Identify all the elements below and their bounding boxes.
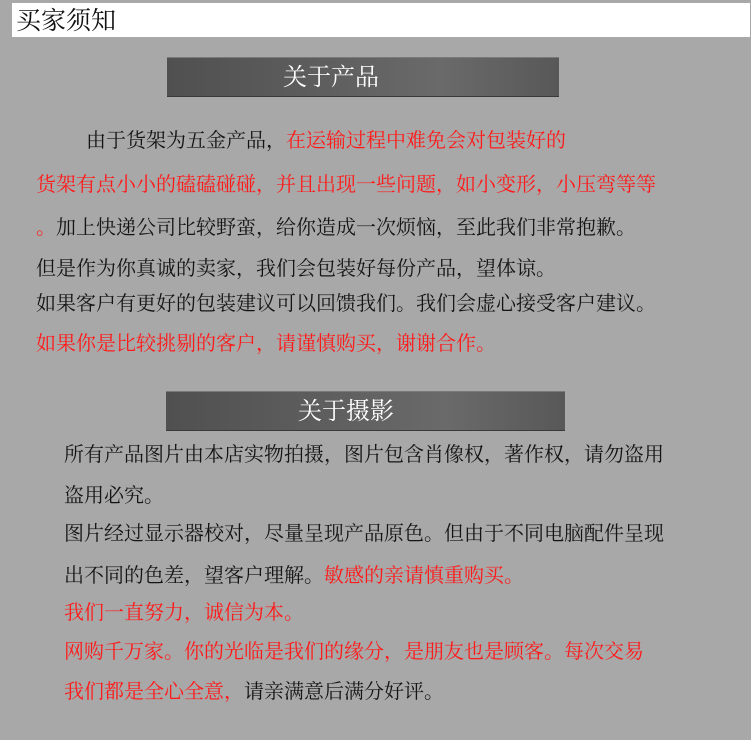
section-banner-product <box>167 57 559 97</box>
product-line-3-red: 。 <box>36 215 56 239</box>
product-line-3-black: 加上快递公司比较野蛮，给你造成一次烦恼，至此我们非常抱歉。 <box>56 215 636 239</box>
product-line-5: 如果客户有更好的包装建议可以回馈我们。我们会虚心接受客户建议。 <box>36 291 656 315</box>
photo-line-6: 网购千万家。你的光临是我们的缘分，是朋友也是顾客。每次交易 <box>64 639 644 663</box>
photo-line-4-red: 敏感的亲请慎重购买。 <box>324 563 524 587</box>
title-bar <box>12 3 750 37</box>
page-title: 买家须知 <box>16 6 117 35</box>
product-line-1-red: 在运输过程中难免会对包装好的 <box>286 128 566 152</box>
photo-line-1: 所有产品图片由本店实物拍摄，图片包含肖像权，著作权，请勿盗用 <box>64 442 664 466</box>
product-line-1-black: 由于货架为五金产品， <box>86 128 286 152</box>
photo-line-4-black: 出不同的色差，望客户理解。 <box>64 563 324 587</box>
photo-line-7 <box>64 677 444 705</box>
section-heading-product: 关于产品 <box>283 63 379 91</box>
product-line-4: 但是作为你真诚的卖家，我们会包装好每份产品，望体谅。 <box>36 256 556 280</box>
photo-line-7-black: 请亲满意后满分好评。 <box>244 679 444 703</box>
photo-line-5: 我们一直努力，诚信为本。 <box>64 600 304 624</box>
photo-line-4 <box>64 561 524 589</box>
photo-line-2: 盗用必究。 <box>64 483 164 507</box>
bottom-border <box>0 740 751 750</box>
section-heading-photography: 关于摄影 <box>298 397 394 425</box>
photo-line-7-red: 我们都是全心全意， <box>64 679 244 703</box>
product-line-6: 如果你是比较挑剔的客户，请谨慎购买，谢谢合作。 <box>36 331 496 355</box>
photo-line-3: 图片经过显示器校对，尽量呈现产品原色。但由于不同电脑配件呈现 <box>64 521 664 545</box>
product-line-2: 货架有点小小的磕磕碰碰，并且出现一些问题，如小变形，小压弯等等 <box>36 172 656 196</box>
product-line-1 <box>86 126 566 154</box>
section-banner-photography <box>166 391 565 431</box>
product-line-3 <box>36 213 636 241</box>
